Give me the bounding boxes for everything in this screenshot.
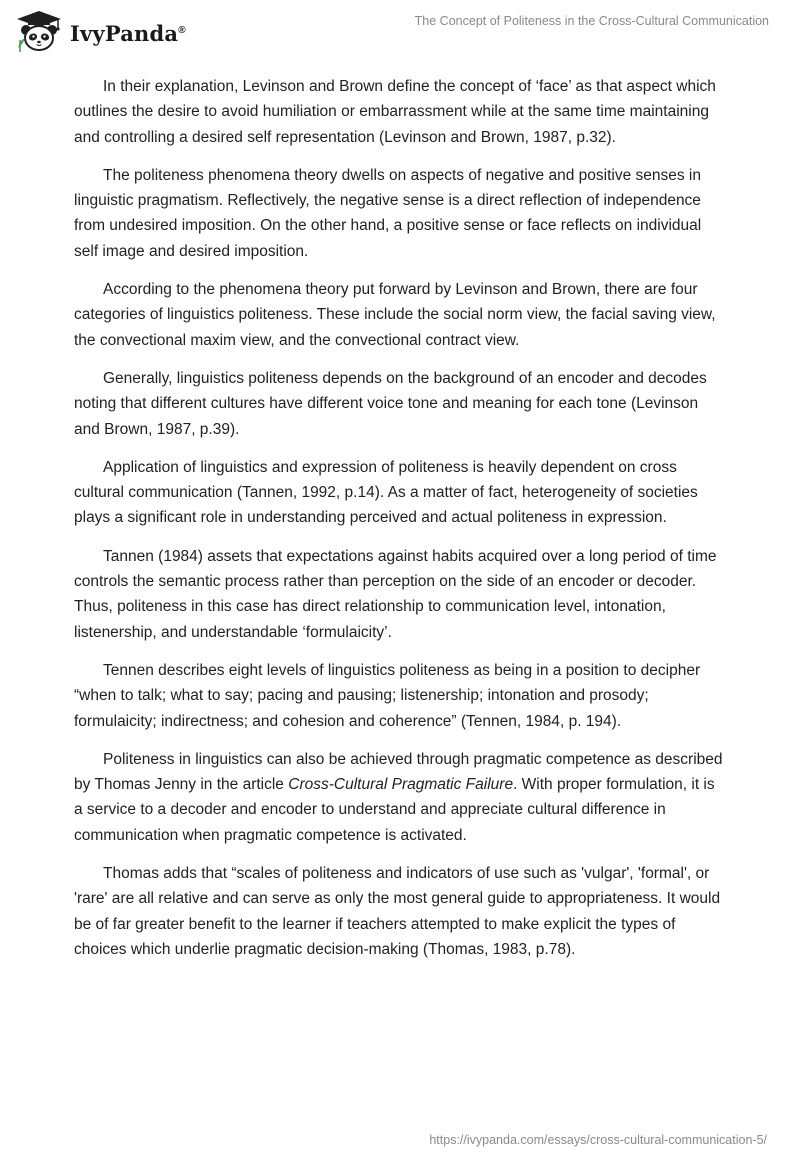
paragraph: Tannen (1984) assets that expectations against habits acquired over a long period of time controls the semantic process rather than perception on the side of an encoder or decoder. Thus, politeness in this case has direct relationship to communication level, intonation, listenership, and understandable ‘formulaicity’.	[74, 547, 717, 641]
page-header	[0, 0, 800, 70]
brand-name: IvyPanda®	[70, 20, 186, 46]
paragraph: The politeness phenomena theory dwells on aspects of negative and positive senses in linguistic pragmatism. Reflectively, the negative sense is a direct reflection of independence from undesired imposition. On the other hand, a positive sense or face reflects on individual self image and desired imposition.	[74, 166, 702, 260]
article-title: Cross-Cultural Pragmatic Failure	[288, 776, 514, 794]
paragraph: Thomas adds that “scales of politeness and indicators of use such as 'vulgar', 'formal', or 'rare' are all relative and can serve as only the most general guide to appropriateness. It would be of far greater benefit to the learner if teachers attempted to make explicit the types of choices which underlie pragmatic decision-making (Thomas, 1983, p.78).	[74, 865, 721, 958]
paragraph-text: . With proper formulation, it is a service to a decoder and encoder to understand and appreciate cultural difference in communication when pragmatic competence is activated.	[74, 776, 715, 844]
paragraph: Generally, linguistics politeness depends on the background of an encoder and decodes noting that different cultures have different voice tone and meaning for each tone (Levinson and Brown, 1987, p.39).	[74, 369, 707, 438]
paragraph: According to the phenomena theory put forward by Levinson and Brown, there are four categories of linguistics politeness. These include the social norm view, the facial saving view, the convectional maxim view, and the convectional contract view.	[74, 281, 716, 349]
essay-body	[74, 74, 726, 975]
panda-graduate-icon	[14, 10, 64, 54]
paragraph: Application of linguistics and expression of politeness is heavily dependent on cross cultural communication (Tannen, 1992, p.14). As a matter of fact, heterogeneity of societies plays a significant role in understanding perceived and actual politeness in expression.	[74, 458, 698, 527]
ivypanda-logo[interactable]	[14, 10, 186, 54]
source-url[interactable]: https://ivypanda.com/essays/cross-cultural-communication-5/	[429, 1133, 767, 1147]
paragraph	[74, 747, 726, 848]
paragraph: In their explanation, Levinson and Brown define the concept of ‘face’ as that aspect which outlines the desire to avoid humiliation or embarrassment while at the same time maintaining and controlling a desired self representation (Levinson and Brown, 1987, p.32).	[74, 78, 716, 146]
paragraph-text: Politeness in linguistics can also be achieved through pragmatic competence as described by Thomas Jenny in the article	[74, 750, 723, 794]
paragraph: Tennen describes eight levels of linguistics politeness as being in a position to decipher “when to talk; what to say; pacing and pausing; listenership; intonation and prosody; formulaicity; indirectness; and cohesion and coherence” (Tennen, 1984, p. 194).	[74, 661, 701, 730]
document-title: The Concept of Politeness in the Cross-Cultural Communication	[414, 14, 769, 28]
